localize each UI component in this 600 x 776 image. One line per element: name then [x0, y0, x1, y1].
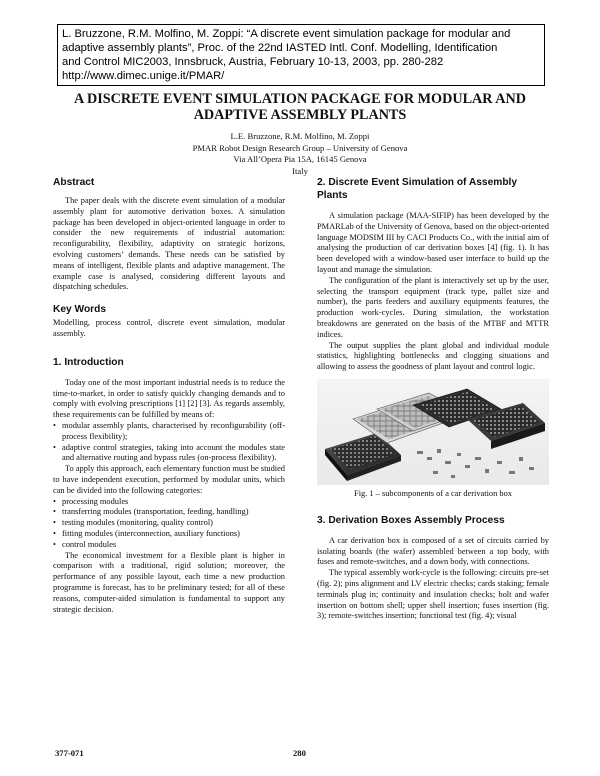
page-number: 280: [293, 748, 306, 758]
list-item: • control modules: [53, 540, 285, 551]
abstract-heading: Abstract: [53, 177, 95, 188]
list-item: • adaptive control strategies, taking into account the modules state and alternative routing and bypass rules (on-process flexibility).: [53, 443, 285, 465]
list-item: • transferring modules (transportation, feeding, handling): [53, 507, 285, 518]
author-address: Via All’Opera Pia 15A, 16145 Genova: [233, 154, 367, 164]
figure-derivation-box-photo: [317, 379, 549, 485]
section3-heading: 3. Derivation Boxes Assembly Process: [317, 514, 505, 526]
abstract-text: The paper deals with the discrete event simulation of a modular assembly plant for automotive derivation boxes. A simulation package has been developed in object-oriented language in order to consider the new requirements of industrial automation: reconfigurability, flexibility, adaptivity on strategic horizons, evolving customers’ demands. These needs can be satisfied by means of intelligent, flexible plants and adaptive management. The example case is analysed, considering different layouts and dispatching schedules.: [53, 196, 285, 292]
intro-bullet-list-2: [53, 497, 285, 551]
citation-line: L. Bruzzone, R.M. Molfino, M. Zoppi: “A discrete event simulation package for modular and: [62, 28, 511, 40]
list-item: • modular assembly plants, characterised by reconfigurability (off-process flexibility);: [53, 421, 285, 443]
list-item: • testing modules (monitoring, quality control): [53, 518, 285, 529]
section2-paragraph-1: A simulation package (MAA-SIFIP) has been developed by the PMARLab of the University of Genova, based on the object-oriented language MODSIM III by CACI Products Co., with the initial aim of analysing the production of car derivation boxes [4] (fig. 1). It has been developed with a window-based user interface to build up the layout and manage the simulation.: [317, 211, 549, 274]
intro-paragraph-3: The economical investment for a flexible plant is higher in comparison with a traditional, rigid solution; moreover, the performance of any possible layout, each time a new production programme is forecast, has to be preliminary tested; for all of these reasons, computer-aided simulation is fundamental to support any strategic decision.: [53, 550, 285, 614]
section2-paragraph-2: The configuration of the plant is interactively set up by the user, selecting the transport equipment (track type, pallet size and number), the parts feeders and auxiliary equipments features, the production work-cycles. During simulation, the workstation breakdowns are generated on the basis of the MTBF and MTTR indices.: [317, 275, 549, 339]
citation-box: [57, 24, 545, 86]
section3-paragraph-2: The typical assembly work-cycle is the following: circuits pre-set (fig. 2); pins alignment and LV electric checks; cards staking; female terminals plug in; continuity and insulation checks; bolt and wafer insertion on bottom shell; upper shell insertion; fuses insertion (fig. 3); remote-switches insertion; functional test (fig. 4); visual: [317, 568, 549, 621]
keywords-text: Modelling, process control, discrete event simulation, modular assembly.: [53, 318, 285, 338]
citation-url[interactable]: http://www.dimec.unige.it/PMAR/: [62, 70, 225, 82]
title-line-1: A DISCRETE EVENT SIMULATION PACKAGE FOR MODULAR AND: [73, 91, 527, 107]
left-column: [53, 176, 285, 615]
intro-paragraph-1: Today one of the most important industrial needs is to reduce the time-to-market, in order to satisfy quickly changing demands and to comply with evolving prescriptions [1] [2] [3]. As regards assembly, these requirements can be fulfilled by means of:: [53, 377, 285, 420]
section2-paragraph-3: The output supplies the plant global and individual module statistics, highlighting bottlenecks and clogging situations and allowing to assess the goodness of plant layout and control logic.: [317, 340, 549, 372]
author-block: [100, 131, 500, 177]
intro-paragraph-2: To apply this approach, each elementary function must be studied to have independent execution, performed by modular units, which can be divided into the following categories:: [53, 464, 285, 495]
list-item: • fitting modules (interconnection, auxiliary functions): [53, 529, 285, 540]
intro-heading: 1. Introduction: [53, 356, 124, 368]
citation-line: adaptive assembly plants”, Proc. of the 22nd IASTED Intl. Conf. Modelling, Identification: [62, 42, 498, 54]
derivation-box-photo-illustration: [317, 379, 549, 485]
section2-heading: 2. Discrete Event Simulation of Assembly Plants: [317, 177, 518, 201]
author-country: Italy: [292, 165, 308, 176]
keywords-heading: Key Words: [53, 304, 107, 316]
list-item: • processing modules: [53, 497, 285, 508]
section3-paragraph-1: A car derivation box is composed of a set of circuits carried by isolating boards (the wafer) assembled between a top body, with fuses and remote-switches, and a down body, with connections.: [317, 535, 549, 567]
citation-line: and Control MIC2003, Innsbruck, Austria, February 10-13, 2003, pp. 280-282: [62, 56, 444, 68]
paper-title: [40, 91, 560, 123]
figure-caption: Fig. 1 – subcomponents of a car derivation box: [354, 488, 512, 498]
right-column: [317, 176, 549, 622]
title-line-2: ADAPTIVE ASSEMBLY PLANTS: [193, 107, 407, 123]
author-affiliation: PMAR Robot Design Research Group – University of Genova: [192, 142, 408, 153]
paper-code: 377-071: [55, 748, 84, 758]
intro-bullet-list-1: [53, 421, 285, 464]
loose-components: [417, 449, 534, 478]
author-names: L.E. Bruzzone, R.M. Molfino, M. Zoppi: [230, 131, 370, 141]
